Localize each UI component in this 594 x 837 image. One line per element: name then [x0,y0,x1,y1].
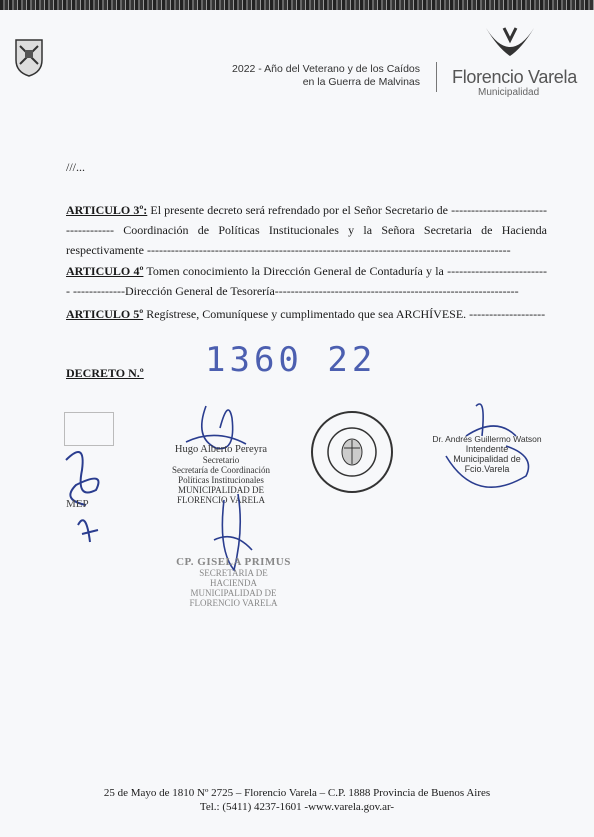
handwritten-signature-left [56,430,116,550]
florencio-varela-logo-icon [482,26,538,66]
signature-block-watson [432,434,542,474]
signer-role-watson-1: Intendente [465,444,509,454]
motto-line-1: 2022 - Año del Veterano y de los Caídos [232,63,420,75]
article-4-label: ARTICULO 4º [66,264,144,278]
motto-text [230,63,420,89]
signer-role-primus-2: MUNICIPALIDAD DE FLORENCIO VARELA [189,588,278,608]
signer-name-primus: CP. GISELA PRIMUS [176,556,291,568]
initials-text: MEP [66,498,89,510]
signer-role-primus-1: SECRETARIA DE HACIENDA [199,568,268,588]
article-3 [66,200,547,260]
decreto-label: DECRETO N.º [66,366,144,380]
logo-name: Florencio Varela [452,67,577,87]
scan-top-band [0,0,594,10]
signer-name-pereyra: Hugo Alberto Pereyra [174,444,268,455]
decreto-number-stamp: 1360 22 [205,340,377,380]
signer-name-watson: Dr. Andrés Guillermo Watson [432,434,542,444]
signer-role-pereyra-2: Secretaría de Coordinación [172,465,270,475]
article-5-label: ARTICULO 5º [66,307,144,321]
header-divider [436,62,437,92]
logo-subtitle: Municipalidad [478,87,540,98]
footer-contact: Tel.: (5411) 4237-1601 -www.varela.gov.ar- [199,801,395,813]
motto-line-2: en la Guerra de Malvinas [302,76,420,88]
footer-address: 25 de Mayo de 1810 Nº 2725 – Florencio Varela – C.P. 1888 Provincia de Buenos Aires [103,787,491,799]
signer-role-watson-2: Municipalidad de Fcio.Varela [453,454,521,474]
article-5 [66,304,547,324]
continuation-marker: ///... [66,160,86,174]
article-4-text: Tomen conocimiento la Dirección General de Contaduría y la -------------------------- -------------Dirección General de Tesorería------------------------------------------------------------- [66,264,547,298]
article-3-text: El presente decreto será refrendado por el Señor Secretario de ------------------------ ------------ Coordinación de Políticas Institucionales y la Señora Secretaria de Hacienda respectivamente ------------------------------------------------------------------------------------------- [66,203,547,257]
article-4 [66,261,547,301]
signer-role-pereyra-4: MUNICIPALIDAD DE FLORENCIO VARELA [177,485,265,505]
municipal-crest-icon [14,38,44,78]
article-3-label: ARTICULO 3º: [66,203,148,217]
municipal-seal-icon [300,408,404,496]
signature-block-primus [176,556,291,608]
signer-role-pereyra-3: Políticas Institucionales [178,475,264,485]
signer-role-pereyra-1: Secretario [202,455,240,465]
article-5-text: Regístrese, Comuníquese y cumplimentado que sea ARCHÍVESE. ------------------- [143,307,546,321]
